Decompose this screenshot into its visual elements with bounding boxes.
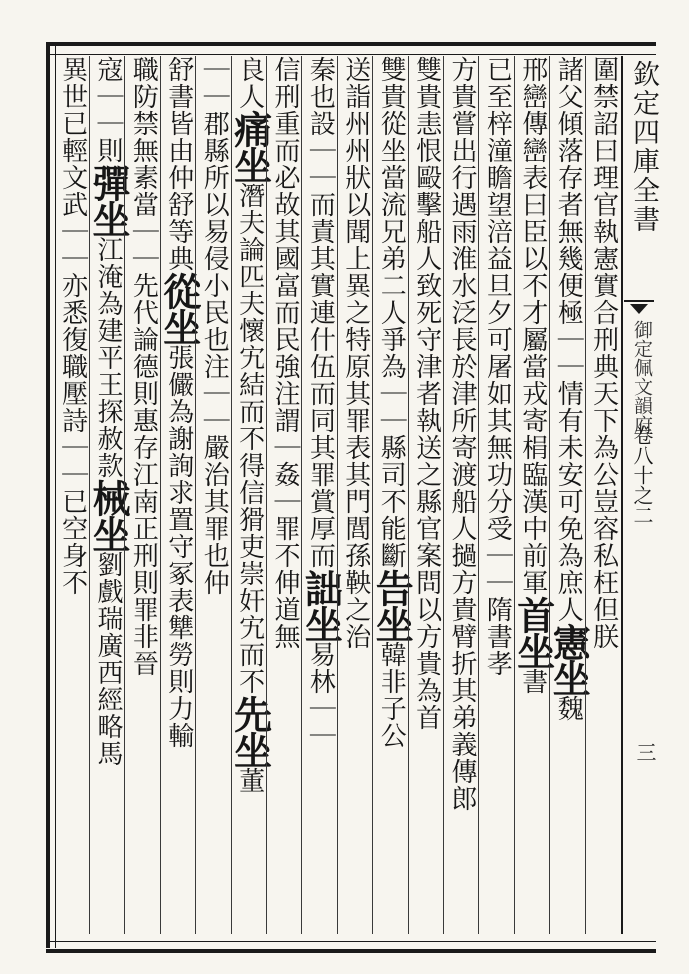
book-sub-title: 御定佩文韻府 [631, 320, 653, 434]
text-body [55, 56, 621, 934]
column-rule [549, 56, 550, 934]
text-column [194, 56, 234, 934]
column-text: 雙貴恚恨毆擊船人致死守津者執送之縣官案問以方貴為首 [411, 56, 442, 731]
column-text: 孫鞅之治 [340, 542, 371, 650]
page-number: 三 [633, 742, 657, 762]
text-column [336, 56, 376, 934]
column-text: 潛夫論匹夫懷宄結而不得信猾吏崇奸宄而不 [234, 182, 265, 695]
text-column [477, 56, 517, 934]
column-text: 書 [517, 668, 548, 695]
fishtail-mark-icon [624, 300, 654, 316]
text-column [407, 56, 447, 934]
text-column [369, 56, 415, 934]
column-rule [266, 56, 267, 934]
column-text: 易林｜｜ [305, 641, 336, 749]
column-text: 信刑重而必故其國富而民強注謂｜姦｜罪 [270, 56, 300, 542]
column-rule [408, 56, 409, 934]
column-text: 董 [234, 767, 265, 794]
column-text: 秦也設｜｜而責其實連什伍而同其罪賞厚而 [305, 56, 336, 569]
entry-heading: 憲坐 [546, 623, 592, 695]
column-text: 隋書孝 [482, 596, 513, 677]
column-text: 義傳郎 [447, 731, 477, 812]
text-column [265, 56, 305, 934]
column-rule [443, 56, 444, 934]
entry-heading: 械坐 [86, 479, 131, 551]
text-column [53, 56, 93, 934]
book-title: 欽定四庫全書 [628, 60, 659, 234]
column-text: 舒書皆由仲舒等典 [163, 56, 194, 272]
text-column [298, 56, 344, 934]
column-text: 圍禁詔曰理官執憲實合刑典天下為公豈容私枉但朕 [588, 56, 619, 650]
column-rule [231, 56, 232, 934]
column-text: 劉戲瑞廣西經略馬 [93, 551, 123, 767]
column-text: 文武｜｜亦悉復職 [57, 164, 88, 380]
page-frame-bottom [46, 941, 656, 953]
entry-heading: 首坐 [510, 596, 556, 668]
column-rule [372, 56, 373, 934]
column-text: 異世已輕 [57, 56, 88, 164]
column-text: ｜｜郡縣所以易侵小民也注｜｜嚴治其罪也 [199, 56, 230, 569]
entry-heading: 詘坐 [298, 569, 344, 641]
column-text: 不伸道無 [270, 542, 300, 650]
column-text: 張儼為謝詢求置守冢表犨勞則力輸 [163, 344, 194, 749]
column-text: 邢巒傳巒表曰臣以不才屬當戎寄梋臨漢中前軍 [517, 56, 548, 596]
entry-heading: 從坐 [156, 272, 202, 344]
column-rule [195, 56, 196, 934]
text-column [510, 56, 556, 934]
column-rule [514, 56, 515, 934]
entry-heading: 痛坐 [227, 110, 273, 182]
column-rule [585, 56, 586, 934]
column-rule [89, 56, 90, 934]
column-text: 良人 [234, 56, 265, 110]
text-column [442, 56, 482, 934]
text-column [584, 56, 624, 934]
column-text: 寇｜｜則 [93, 56, 123, 164]
column-text: 已至梓潼瞻望涪益旦夕可屠如其無功分受｜｜ [482, 56, 513, 596]
text-column [156, 56, 202, 934]
column-text: 壓詩｜｜已空身不 [57, 380, 88, 596]
column-text: 雙貴從坐當流兄弟二人爭為｜｜縣司不能斷 [376, 56, 407, 569]
column-text: 江淹為建平王探赦款 [93, 236, 123, 479]
column-text: 送詣州州狀以聞上異之特原其罪表其門閭 [340, 56, 371, 542]
column-text: 仲 [199, 569, 230, 596]
column-rule [478, 56, 479, 934]
column-text: 魏 [553, 695, 584, 722]
text-column [227, 56, 273, 934]
volume-label: 卷八十之二 [630, 425, 654, 525]
column-rule [337, 56, 338, 934]
column-text: 韓非子公 [376, 641, 407, 749]
column-text: 職防禁無素當｜｜先代論德則惠存江南正刑則罪非晉 [128, 56, 159, 677]
page-frame-top [46, 42, 656, 55]
entry-heading: 告坐 [369, 569, 415, 641]
entry-heading: 彈坐 [86, 164, 131, 236]
entry-heading: 先坐 [227, 695, 273, 767]
column-rule [124, 56, 125, 934]
column-rule [301, 56, 302, 934]
column-rule [160, 56, 161, 934]
column-text: 方貴嘗出行遇雨淮水泛長於津所寄渡船人撾方貴臂折其弟 [447, 56, 477, 731]
text-column [546, 56, 592, 934]
text-column [86, 56, 131, 934]
column-text: 諸父傾落存者無幾便極｜｜情有未安可免為庶人 [553, 56, 584, 623]
